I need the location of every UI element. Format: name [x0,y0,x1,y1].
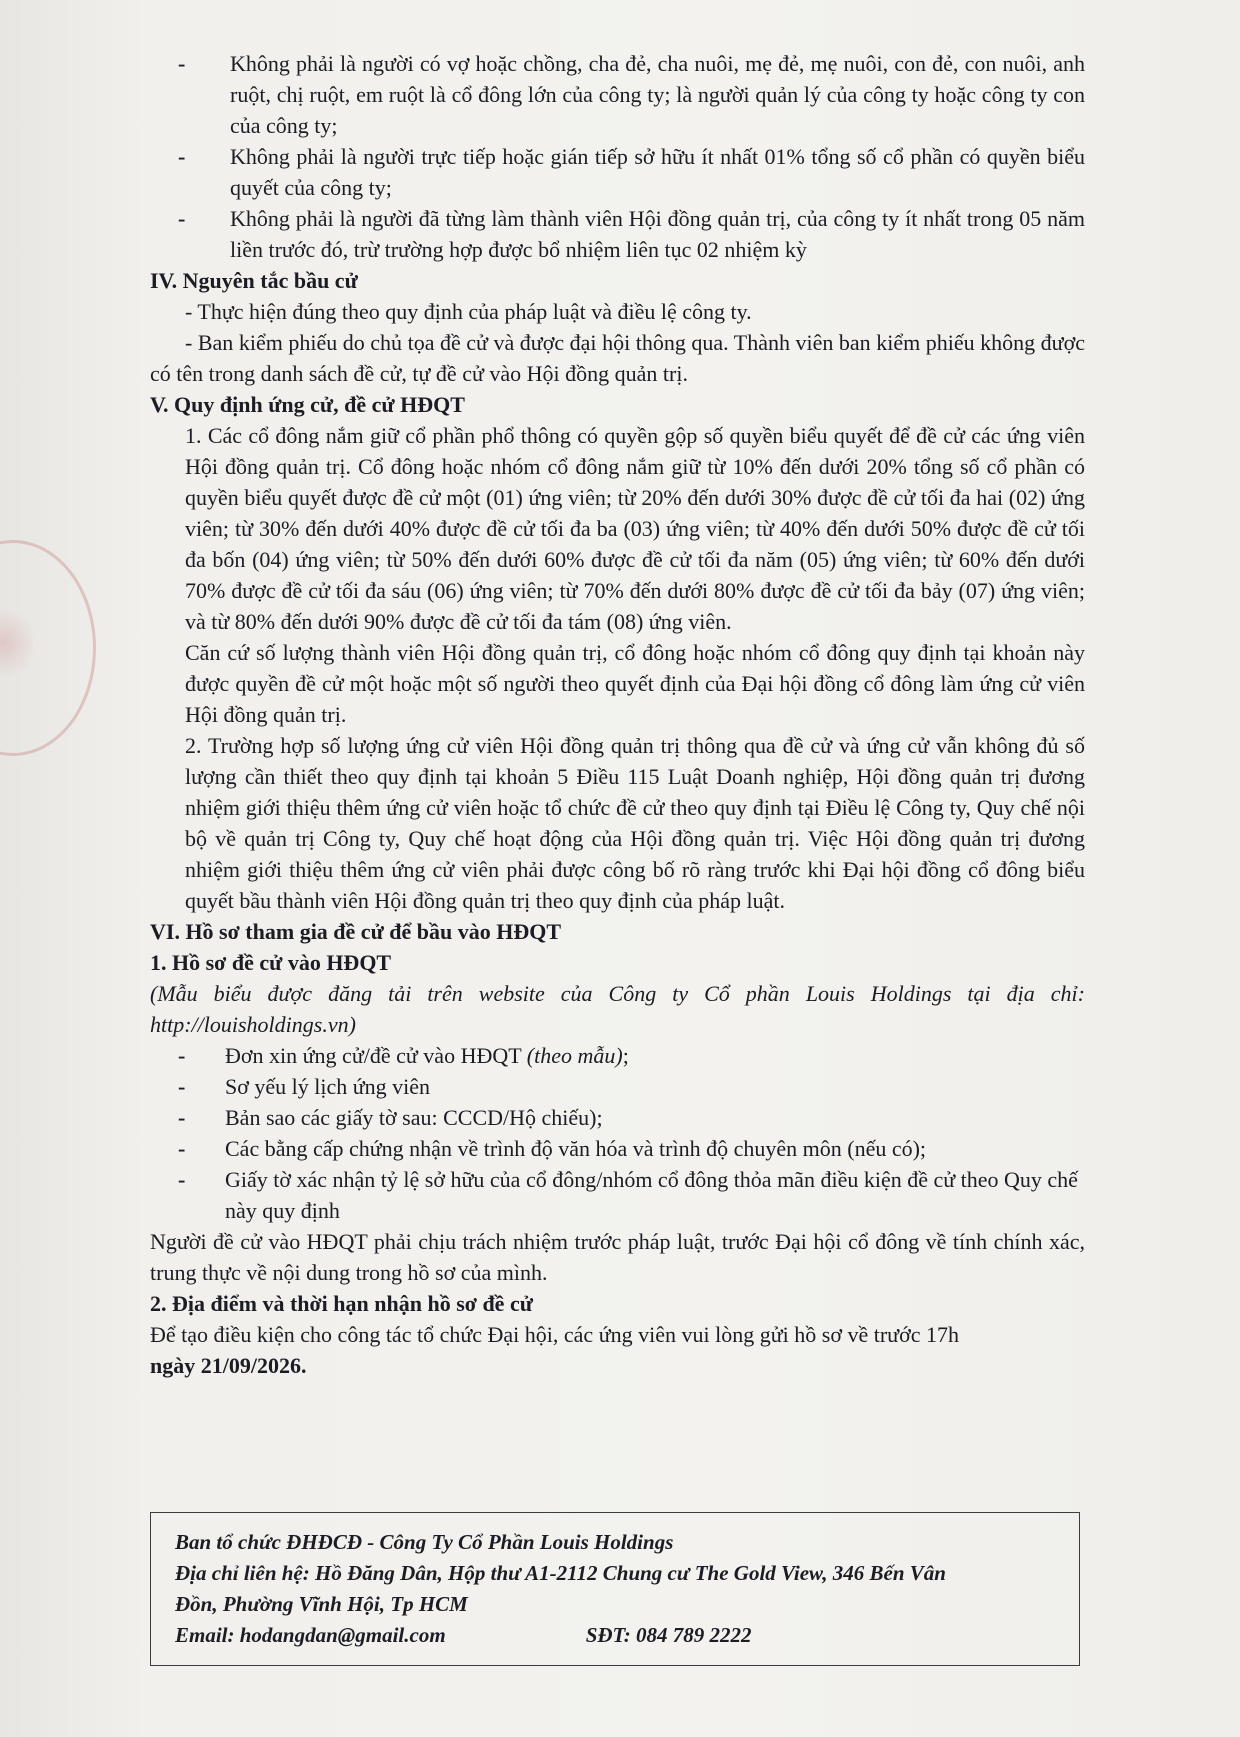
section-5-paragraph-1: 1. Các cổ đông nắm giữ cổ phần phổ thông có quyền gộp số quyền biểu quyết để đề cử các ứng viên Hội đồng quản trị. Cổ đông hoặc nhóm cổ đông nắm giữ từ 10% đến dưới 20% tổng số cổ phần có quyền biểu quyết được đề cử một (01) ứng viên; từ 20% đến dưới 30% được đề cử tối đa hai (02) ứng viên; từ 30% đến dưới 40% được đề cử tối đa ba (03) ứng viên; từ 40% đến dưới 50% được đề cử tối đa bốn (04) ứng viên; từ 50% đến dưới 60% được đề cử tối đa năm (05) ứng viên; từ 60% đến dưới 70% được đề cử tối đa sáu (06) ứng viên; từ 70% đến dưới 80% được đề cử tối đa bảy (07) ứng viên; và từ 80% đến dưới 90% được đề cử tối đa tám (08) ứng viên. [185,423,1085,634]
eligibility-item-2: - Không phải là người trực tiếp hoặc gián tiếp sở hữu ít nhất 01% tổng số cổ phần có quyền biểu quyết của công ty; [178,144,1085,200]
contact-row [175,1620,1055,1651]
eligibility-item-1: - Không phải là người có vợ hoặc chồng, cha đẻ, cha nuôi, mẹ đẻ, mẹ nuôi, con đẻ, con nuôi, anh ruột, chị ruột, em ruột là cổ đông lớn của công ty; là người quản lý của công ty hoặc công ty con của công ty; [178,51,1085,138]
phone-text: SĐT: 084 789 2222 [585,1623,752,1647]
company-seal-stamp [0,540,96,756]
document-item-text: Các bằng cấp chứng nhận về trình độ văn hóa và trình độ chuyên môn (nếu có); [225,1136,927,1161]
section-4-line-1: - Thực hiện đúng theo quy định của pháp luật và điều lệ công ty. [185,299,752,324]
address-line-1: Địa chỉ liên hệ: Hồ Đăng Dân, Hộp thư A1-2112 Chung cư The Gold View, 346 Bến Vân [175,1561,946,1585]
section-4-line-2: - Ban kiểm phiếu do chủ tọa đề cử và được đại hội thông qua. Thành viên ban kiểm phiếu không được có tên trong danh sách đề cử, tự đề cử vào Hội đồng quản trị. [150,330,1085,386]
deadline-text: Để tạo điều kiện cho công tác tổ chức Đại hội, các ứng viên vui lòng gửi hồ sơ về trước 17h [150,1322,959,1347]
section-6-heading: VI. Hồ sơ tham gia đề cử để bầu vào HĐQT [150,919,562,944]
template-note: (Mẫu biểu được đăng tải trên website của Công ty Cổ phần Louis Holdings tại địa chỉ: http://louisholdings.vn) [150,981,1085,1037]
contact-info-box [150,1512,1080,1666]
section-5-heading: V. Quy định ứng cử, đề cử HĐQT [150,392,465,417]
section-6-sub-1-heading: 1. Hồ sơ đề cử vào HĐQT [150,950,392,975]
eligibility-item-text: Không phải là người có vợ hoặc chồng, cha đẻ, cha nuôi, mẹ đẻ, mẹ nuôi, con đẻ, con nuôi, anh ruột, chị ruột, em ruột là cổ đông lớn của công ty; là người quản lý của công ty hoặc công ty con của công ty; [230,51,1085,138]
document-item-text: Đơn xin ứng cử/đề cử vào HĐQT [225,1043,527,1068]
document-item-1: - Đơn xin ứng cử/đề cử vào HĐQT (theo mẫu); [178,1043,629,1068]
section-5-paragraph-3: 2. Trường hợp số lượng ứng cử viên Hội đồng quản trị thông qua đề cử và ứng cử vẫn không đủ số lượng cần thiết theo quy định tại khoản 5 Điều 115 Luật Doanh nghiệp, Hội đồng quản trị đương nhiệm giới thiệu thêm ứng cử viên hoặc tổ chức đề cử theo quy định tại Điều lệ Công ty, Quy chế nội bộ về quản trị Công ty, Quy chế hoạt động của Hội đồng quản trị. Việc Hội đồng quản trị đương nhiệm giới thiệu thêm ứng cử viên phải được công bố rõ ràng trước khi Đại hội đồng cổ đông biểu quyết bầu thành viên Hội đồng quản trị theo quy định của pháp luật. [185,733,1085,913]
document-item-text: Bản sao các giấy tờ sau: CCCD/Hộ chiếu); [225,1105,603,1130]
document-item-3: - Bản sao các giấy tờ sau: CCCD/Hộ chiếu); [178,1105,603,1130]
section-6-sub-2-heading: 2. Địa điểm và thời hạn nhận hồ sơ đề cử [150,1291,533,1316]
deadline-date: ngày 21/09/2026. [150,1353,307,1378]
section-4-heading: IV. Nguyên tắc bầu cử [150,268,358,293]
document-item-2: - Sơ yếu lý lịch ứng viên [178,1074,431,1099]
document-item-italic: (theo mẫu) [526,1043,623,1068]
email-text: Email: hodangdan@gmail.com [175,1623,446,1647]
eligibility-item-text: Không phải là người trực tiếp hoặc gián tiếp sở hữu ít nhất 01% tổng số cổ phần có quyền biểu quyết của công ty; [230,144,1085,200]
document-item-text: Sơ yếu lý lịch ứng viên [225,1074,431,1099]
section-5-paragraph-2: Căn cứ số lượng thành viên Hội đồng quản trị, cổ đông hoặc nhóm cổ đông quy định tại khoản này được quyền đề cử một hoặc một số người theo quyết định của Đại hội đồng cổ đông làm ứng cử viên Hội đồng quản trị. [185,640,1085,727]
document-item-end: ; [622,1043,629,1068]
document-content [150,48,1085,1381]
document-item-text: Giấy tờ xác nhận tỷ lệ sở hữu của cổ đông/nhóm cổ đông thỏa mãn điều kiện đề cử theo Quy chế này quy định [225,1167,1078,1223]
document-item-4: - Các bằng cấp chứng nhận về trình độ văn hóa và trình độ chuyên môn (nếu có); [178,1136,927,1161]
address-line-2: Đồn, Phường Vĩnh Hội, Tp HCM [175,1592,468,1616]
eligibility-item-3: - Không phải là người đã từng làm thành viên Hội đồng quản trị, của công ty ít nhất trong 05 năm liền trước đó, trừ trường hợp được bổ nhiệm liên tục 02 nhiệm kỳ [178,206,1085,262]
organizer-line: Ban tổ chức ĐHĐCĐ - Công Ty Cổ Phần Louis Holdings [175,1530,674,1554]
responsibility-statement: Người đề cử vào HĐQT phải chịu trách nhiệm trước pháp luật, trước Đại hội cổ đông về tính chính xác, trung thực về nội dung trong hồ sơ của mình. [150,1229,1085,1285]
eligibility-item-text: Không phải là người đã từng làm thành viên Hội đồng quản trị, của công ty ít nhất trong 05 năm liền trước đó, trừ trường hợp được bổ nhiệm liên tục 02 nhiệm kỳ [230,206,1085,262]
document-item-5: - Giấy tờ xác nhận tỷ lệ sở hữu của cổ đông/nhóm cổ đông thỏa mãn điều kiện đề cử theo Quy chế này quy định [178,1167,1078,1223]
